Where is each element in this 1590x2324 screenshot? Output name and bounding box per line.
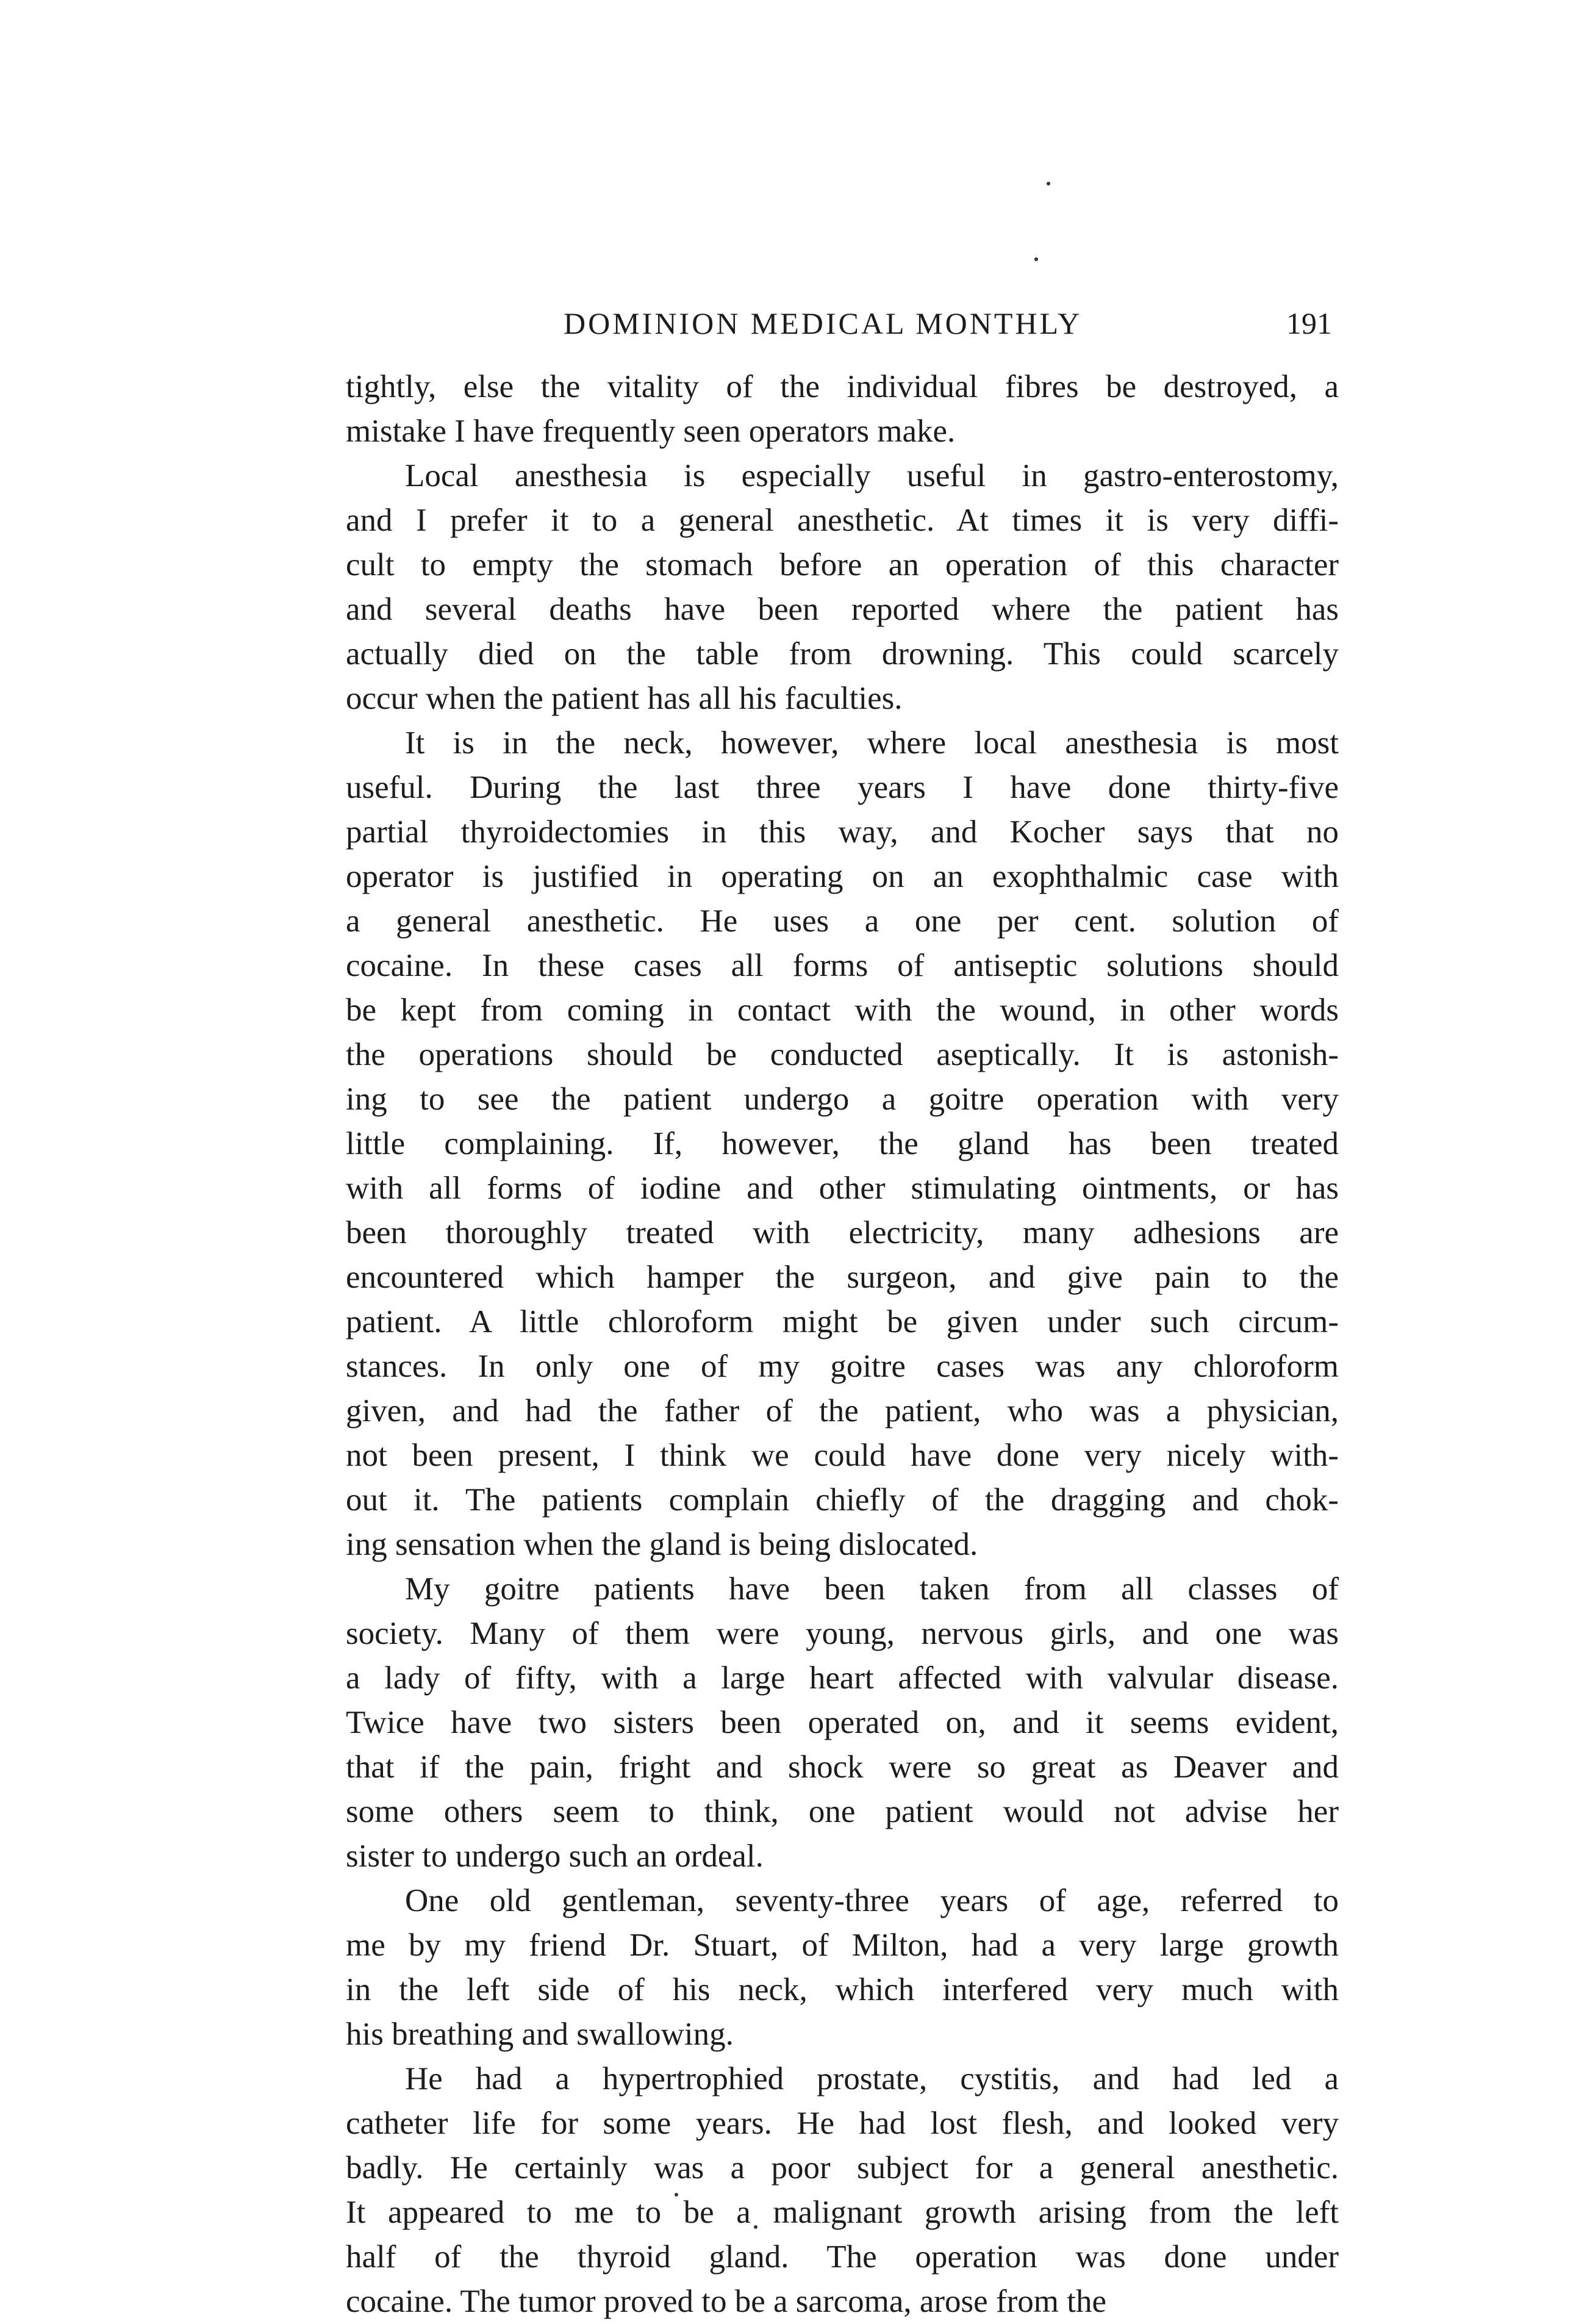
text-line: operator is justified in operating on an exophthalmic case with xyxy=(346,859,1339,894)
text-line: cocaine. In these cases all forms of antiseptic solutions should xyxy=(346,948,1339,983)
paragraph xyxy=(346,365,1339,454)
text-line: mistake I have frequently seen operators make. xyxy=(346,414,956,449)
text-line: in the left side of his neck, which interfered very much with xyxy=(346,1972,1339,2007)
text-line: useful. During the last three years I have done thirty-five xyxy=(346,770,1339,805)
text-line: some others seem to think, one patient would not advise her xyxy=(346,1794,1339,1829)
text-line: stances. In only one of my goitre cases was any chloroform xyxy=(346,1349,1339,1384)
text-line: partial thyroidectomies in this way, and Kocher says that no xyxy=(346,814,1339,850)
print-speck xyxy=(1047,182,1050,185)
text-line: cocaine. The tumor proved to be a sarcoma, arose from the xyxy=(346,2284,1106,2319)
paragraph xyxy=(346,721,1339,1567)
paragraph xyxy=(346,2057,1339,2324)
text-line: out it. The patients complain chiefly of the dragging and chok- xyxy=(346,1482,1339,1518)
page-header xyxy=(564,302,1332,345)
text-line: cult to empty the stomach before an operation of this character xyxy=(346,547,1339,583)
paragraph xyxy=(346,1567,1339,1879)
text-line: It appeared to me to be a malignant growth arising from the left xyxy=(346,2195,1339,2230)
page-number: 191 xyxy=(1286,306,1332,340)
text-line: Local anesthesia is especially useful in gastro-enterostomy, xyxy=(405,458,1339,493)
text-line: actually died on the table from drowning. This could scarcely xyxy=(346,636,1339,672)
text-line: tightly, else the vitality of the individual fibres be destroyed, a xyxy=(346,369,1339,404)
text-line: with all forms of iodine and other stimulating ointments, or has xyxy=(346,1171,1339,1206)
text-line: catheter life for some years. He had lost flesh, and looked very xyxy=(346,2106,1339,2141)
text-line: My goitre patients have been taken from all classes of xyxy=(405,1571,1339,1607)
text-line: given, and had the father of the patient, who was a physician, xyxy=(346,1393,1339,1429)
text-line: patient. A little chloroform might be given under such circum- xyxy=(346,1304,1339,1340)
text-line: me by my friend Dr. Stuart, of Milton, had a very large growth xyxy=(346,1928,1339,1963)
print-speck xyxy=(1034,257,1038,261)
text-line: not been present, I think we could have done very nicely with- xyxy=(346,1438,1339,1473)
paragraph xyxy=(346,454,1339,721)
text-line: ing sensation when the gland is being dislocated. xyxy=(346,1527,978,1562)
text-line: be kept from coming in contact with the wound, in other words xyxy=(346,992,1339,1028)
text-line: One old gentleman, seventy-three years of age, referred to xyxy=(405,1883,1339,1918)
text-line: little complaining. If, however, the gland has been treated xyxy=(346,1126,1339,1161)
text-line: that if the pain, fright and shock were so great as Deaver and xyxy=(346,1749,1339,1785)
text-line: Twice have two sisters been operated on, and it seems evident, xyxy=(346,1705,1339,1740)
text-line: a lady of fifty, with a large heart affected with valvular disease. xyxy=(346,1660,1339,1696)
paragraph xyxy=(346,1879,1339,2057)
text-line: been thoroughly treated with electricity, many adhesions are xyxy=(346,1215,1339,1250)
text-line: occur when the patient has all his faculties. xyxy=(346,681,903,716)
text-line: his breathing and swallowing. xyxy=(346,2017,734,2052)
text-line: ing to see the patient undergo a goitre operation with very xyxy=(346,1081,1339,1117)
text-line: He had a hypertrophied prostate, cystitis, and had led a xyxy=(405,2061,1339,2096)
text-line: society. Many of them were young, nervous girls, and one was xyxy=(346,1616,1339,1651)
text-line: encountered which hamper the surgeon, and give pain to the xyxy=(346,1260,1339,1295)
text-line: the operations should be conducted aseptically. It is astonish- xyxy=(346,1037,1339,1072)
text-line: and I prefer it to a general anesthetic. At times it is very diffi- xyxy=(346,503,1339,538)
body-text xyxy=(346,365,1339,2324)
text-line: badly. He certainly was a poor subject for a general anesthetic. xyxy=(346,2150,1339,2186)
text-line: sister to undergo such an ordeal. xyxy=(346,1838,764,1874)
text-line: It is in the neck, however, where local anesthesia is most xyxy=(405,725,1339,761)
text-line: and several deaths have been reported where the patient has xyxy=(346,592,1339,627)
text-line: a general anesthetic. He uses a one per cent. solution of xyxy=(346,903,1339,939)
text-line: half of the thyroid gland. The operation was done under xyxy=(346,2239,1339,2275)
running-head: DOMINION MEDICAL MONTHLY xyxy=(564,306,1083,340)
